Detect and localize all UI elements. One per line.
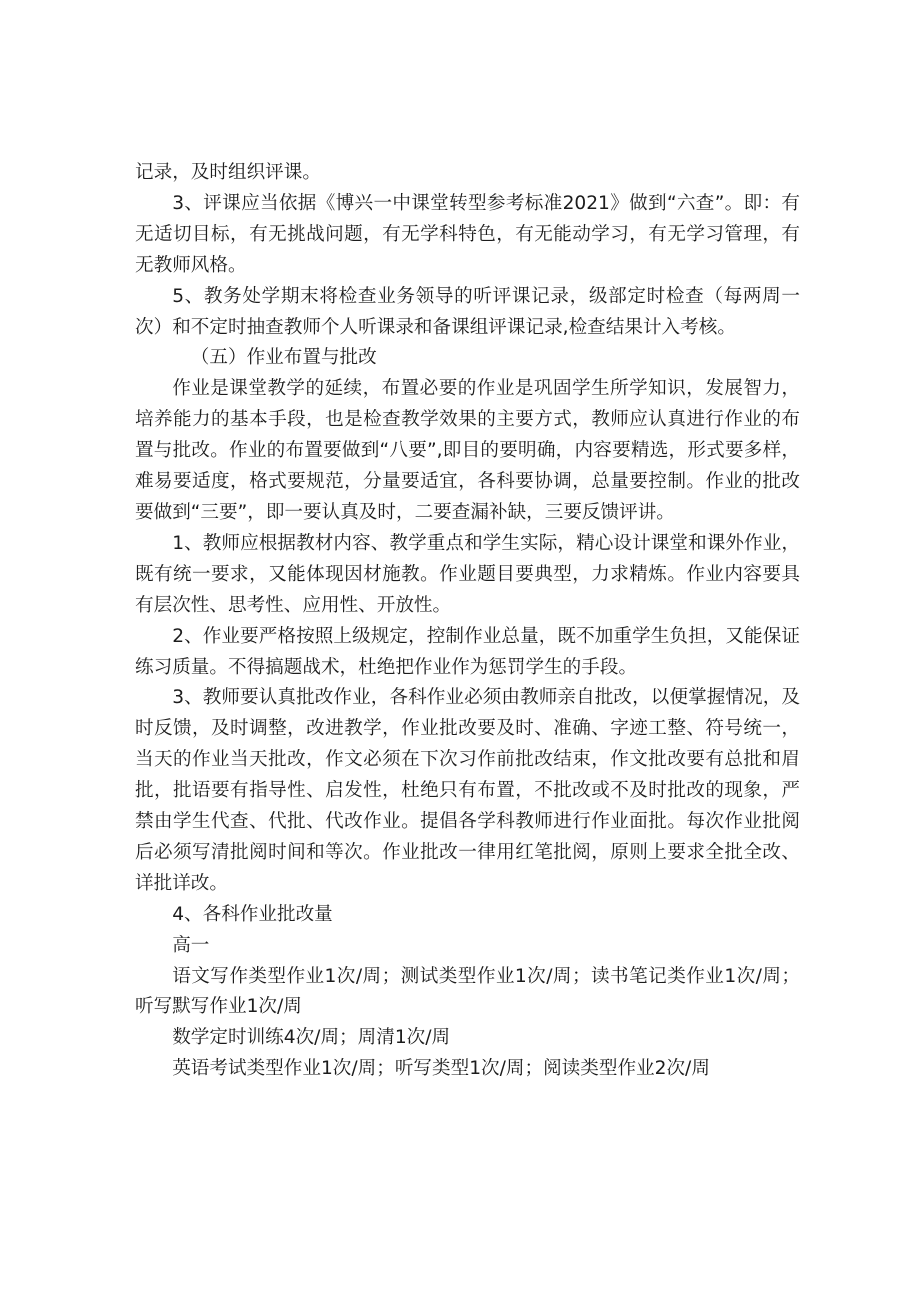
paragraph-homework-correction: 3、教师要认真批改作业，各科作业必须由教师亲自批改，以便掌握情况，及时反馈，及时调整，改进教学，作业批改要及时、准确、字迹工整、符号统一，当天的作业当天批改，作文必须在下次习作前批改结束，作文批改要有总批和眉批，批语要有指导性、启发性，杜绝只有布置，不批改或不及时批改的现象，严禁由学生代查、代批、代改作业。提倡各学科教师进行作业面批。每次作业批阅后必须写清批阅时间和等次。作业批改一律用红笔批阅，原则上要求全批全改、详批详改。 [135, 687, 800, 894]
section-heading-homework: （五）作业布置与批改 [190, 347, 377, 369]
document-body [135, 158, 800, 1085]
paragraph-correction-amount-title: 4、各科作业批改量 [172, 903, 333, 925]
paragraph-continuation: 记录，及时组织评课。 [135, 162, 321, 183]
paragraph-chinese-homework: 语文写作类型作业1次/周；测试类型作业1次/周；读书笔记类作业1次/周；听写默写作业1次/周 [135, 965, 800, 1018]
paragraph-homework-design: 1、教师应根据教材内容、教学重点和学生实际，精心设计课堂和课外作业，既有统一要求，又能体现因材施教。作业题目要典型，力求精炼。作业内容要具有层次性、思考性、应用性、开放性。 [135, 532, 800, 616]
paragraph-evaluation-standard: 3、评课应当依据《博兴一中课堂转型参考标准2021》做到“六查”。即：有无适切目标，有无挑战问题，有无学科特色，有无能动学习，有无学习管理，有无教师风格。 [135, 192, 800, 276]
paragraph-homework-intro: 作业是课堂教学的延续，布置必要的作业是巩固学生所学知识，发展智力，培养能力的基本手段，也是检查教学效果的主要方式，教师应认真进行作业的布置与批改。作业的布置要做到“八要”,即目的要明确，内容要精选，形式要多样，难易要适度，格式要规范，分量要适宜，各科要协调，总量要控制。作业的批改要做到“三要”，即一要认真及时，二要查漏补缺，三要反馈评讲。 [135, 378, 800, 523]
paragraph-grade-label: 高一 [172, 934, 210, 956]
paragraph-record-inspection: 5、教务处学期末将检查业务领导的听评课记录，级部定时检查（每两周一次）和不定时抽查教师个人听课录和备课组评课记录,检查结果计入考核。 [135, 285, 800, 338]
paragraph-homework-amount: 2、作业要严格按照上级规定，控制作业总量，既不加重学生负担，又能保证练习质量。不得搞题战术，杜绝把作业作为惩罚学生的手段。 [135, 625, 800, 678]
paragraph-english-homework: 英语考试类型作业1次/周；听写类型1次/周；阅读类型作业2次/周 [172, 1058, 710, 1080]
paragraph-math-homework: 数学定时训练4次/周；周清1次/周 [172, 1027, 451, 1049]
